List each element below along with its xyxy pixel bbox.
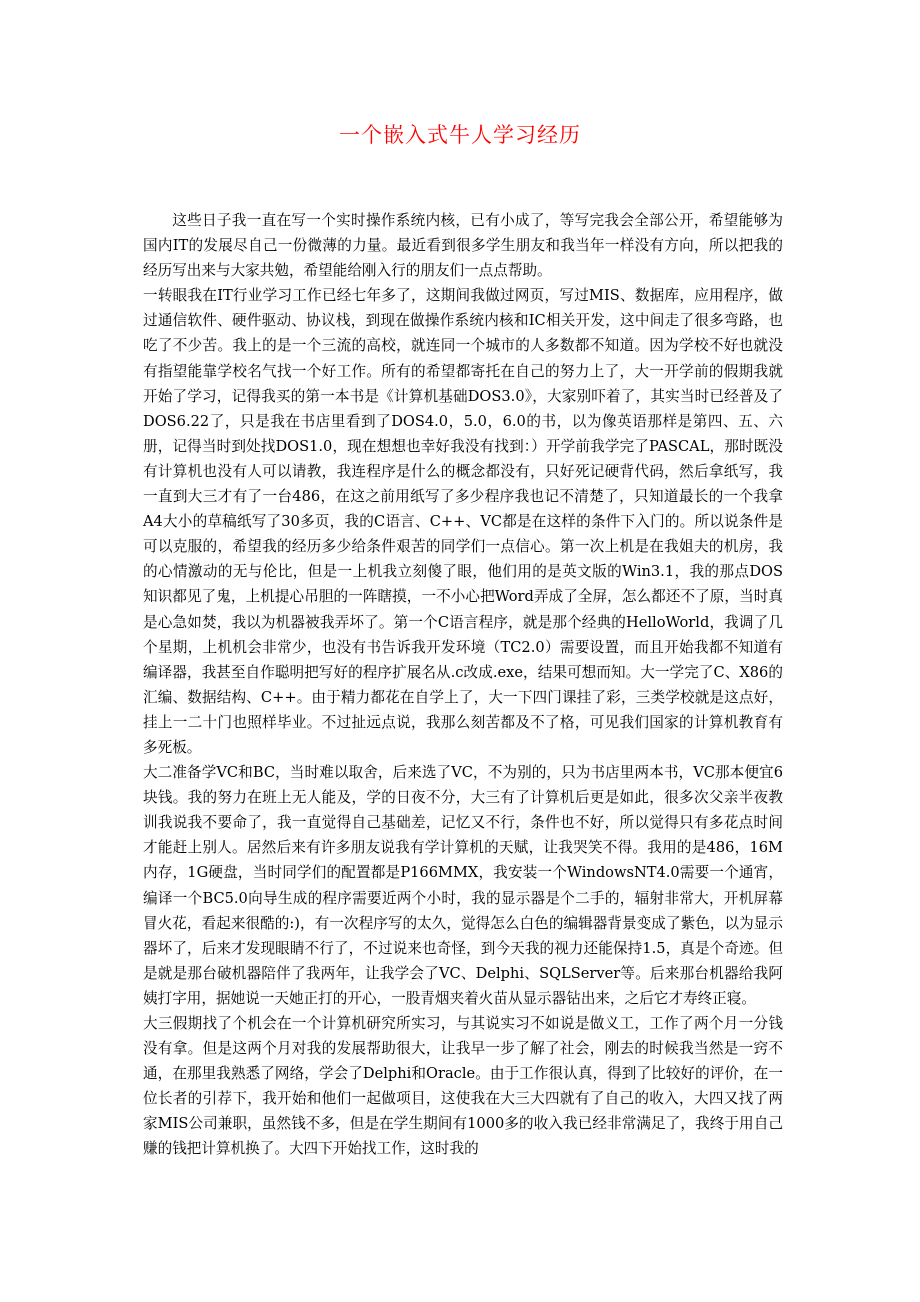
paragraph-internship: 大三假期找了个机会在一个计算机研究所实习，与其说实习不如说是做义工，工作了两个月一分钱没有拿。但是这两个月对我的发展帮助很大，让我早一步了解了社会，刚去的时候我当然是一窍不通，在那里我熟悉了网络，学会了Delphi和Oracle。由于工作很认真，得到了比较好的评价，在一位长者的引荐下，我开始和他们一起做项目，这使我在大三大四就有了自己的收入，大四又找了两家MIS公司兼职，虽然钱不多，但是在学生期间有1000多的收入我已经非常满足了，我终于用自己赚的钱把计算机换了。大四下开始找工作，这时我的 [143, 1015, 783, 1158]
document-title: 一个嵌入式牛人学习经历 [339, 123, 581, 147]
paragraph-intro: 这些日子我一直在写一个实时操作系统内核，已有小成了，等写完我会全部公开，希望能够为国内IT的发展尽自己一份微薄的力量。最近看到很多学生朋友和我当年一样没有方向，所以把我的经历写出来与大家共勉，希望能给刚入行的朋友们一点点帮助。 [143, 212, 783, 280]
paragraph-sophomore-year: 大二准备学VC和BC，当时难以取舍，后来选了VC，不为别的，只为书店里两本书，VC那本便宜6块钱。我的努力在班上无人能及，学的日夜不分，大三有了计算机后更是如此，很多次父亲半夜教训我说我不要命了，我一直觉得自己基础差，记忆又不行，条件也不好，所以觉得只有多花点时间才能赶上别人。居然后来有许多朋友说我有学计算机的天赋，让我哭笑不得。我用的是486，16M内存，1G硬盘，当时同学们的配置都是P166MMX，我安装一个WindowsNT4.0需要一个通宵，编译一个BC5.0向导生成的程序需要近两个小时，我的显示器是个二手的，辐射非常大，开机屏幕冒火花，看起来很酷的:)，有一次程序写的太久，觉得怎么白色的编辑器背景变成了紫色，以为显示器坏了，后来才发现眼睛不行了，不过说来也奇怪，到今天我的视力还能保持1.5，真是个奇迹。但是就是那台破机器陪伴了我两年，让我学会了VC、Delphi、SQLServer等。后来那台机器给我阿姨打字用，据她说一天她正打的开心，一股青烟夹着火苗从显示器钻出来，之后它才寿终正寝。 [143, 764, 783, 1007]
paragraph-early-study: 一转眼我在IT行业学习工作已经七年多了，这期间我做过网页，写过MIS、数据库，应用程序，做过通信软件、硬件驱动、协议栈，到现在做操作系统内核和IC相关开发，这中间走了很多弯路，也吃了不少苦。我上的是一个三流的高校，就连同一个城市的人多数都不知道。因为学校不好也就没有指望能靠学校名气找一个好工作。所有的希望都寄托在自己的努力上了，大一开学前的假期我就开始了学习，记得我买的第一本书是《计算机基础DOS3.0》，大家别吓着了，其实当时已经普及了DOS6.22了，只是我在书店里看到了DOS4.0，5.0，6.0的书，以为像英语那样是第四、五、六册，记得当时到处找DOS1.0，现在想想也幸好我没有找到：）开学前我学完了PASCAL，那时既没有计算机也没有人可以请教，我连程序是什么的概念都没有，只好死记硬背代码，然后拿纸写，我一直到大三才有了一台486，在这之前用纸写了多少程序我也记不清楚了，只知道最长的一个我拿A4大小的草稿纸写了30多页，我的C语言、C++、VC都是在这样的条件下入门的。所以说条件是可以克服的，希望我的经历多少给条件艰苦的同学们一点信心。第一次上机是在我姐夫的机房，我的心情激动的无与伦比，但是一上机我立刻傻了眼，他们用的是英文版的Win3.1，我的那点DOS知识都见了鬼，上机提心吊胆的一阵瞎摸，一不小心把Word弄成了全屏，怎么都还不了原，当时真是心急如焚，我以为机器被我弄坏了。第一个C语言程序，就是那个经典的HelloWorld，我调了几个星期，上机机会非常少，也没有书告诉我开发环境（TC2.0）需要设置，而且开始我都不知道有编译器，我甚至自作聪明把写好的程序扩展名从.c改成.exe，结果可想而知。大一学完了C、X86的汇编、数据结构、C++。由于精力都花在自学上了，大一下四门课挂了彩，三类学校就是这点好，挂上一二十门也照样毕业。不过扯远点说，我那么刻苦都及不了格，可见我们国家的计算机教育有多死板。 [143, 287, 783, 756]
document-body [143, 208, 783, 1162]
